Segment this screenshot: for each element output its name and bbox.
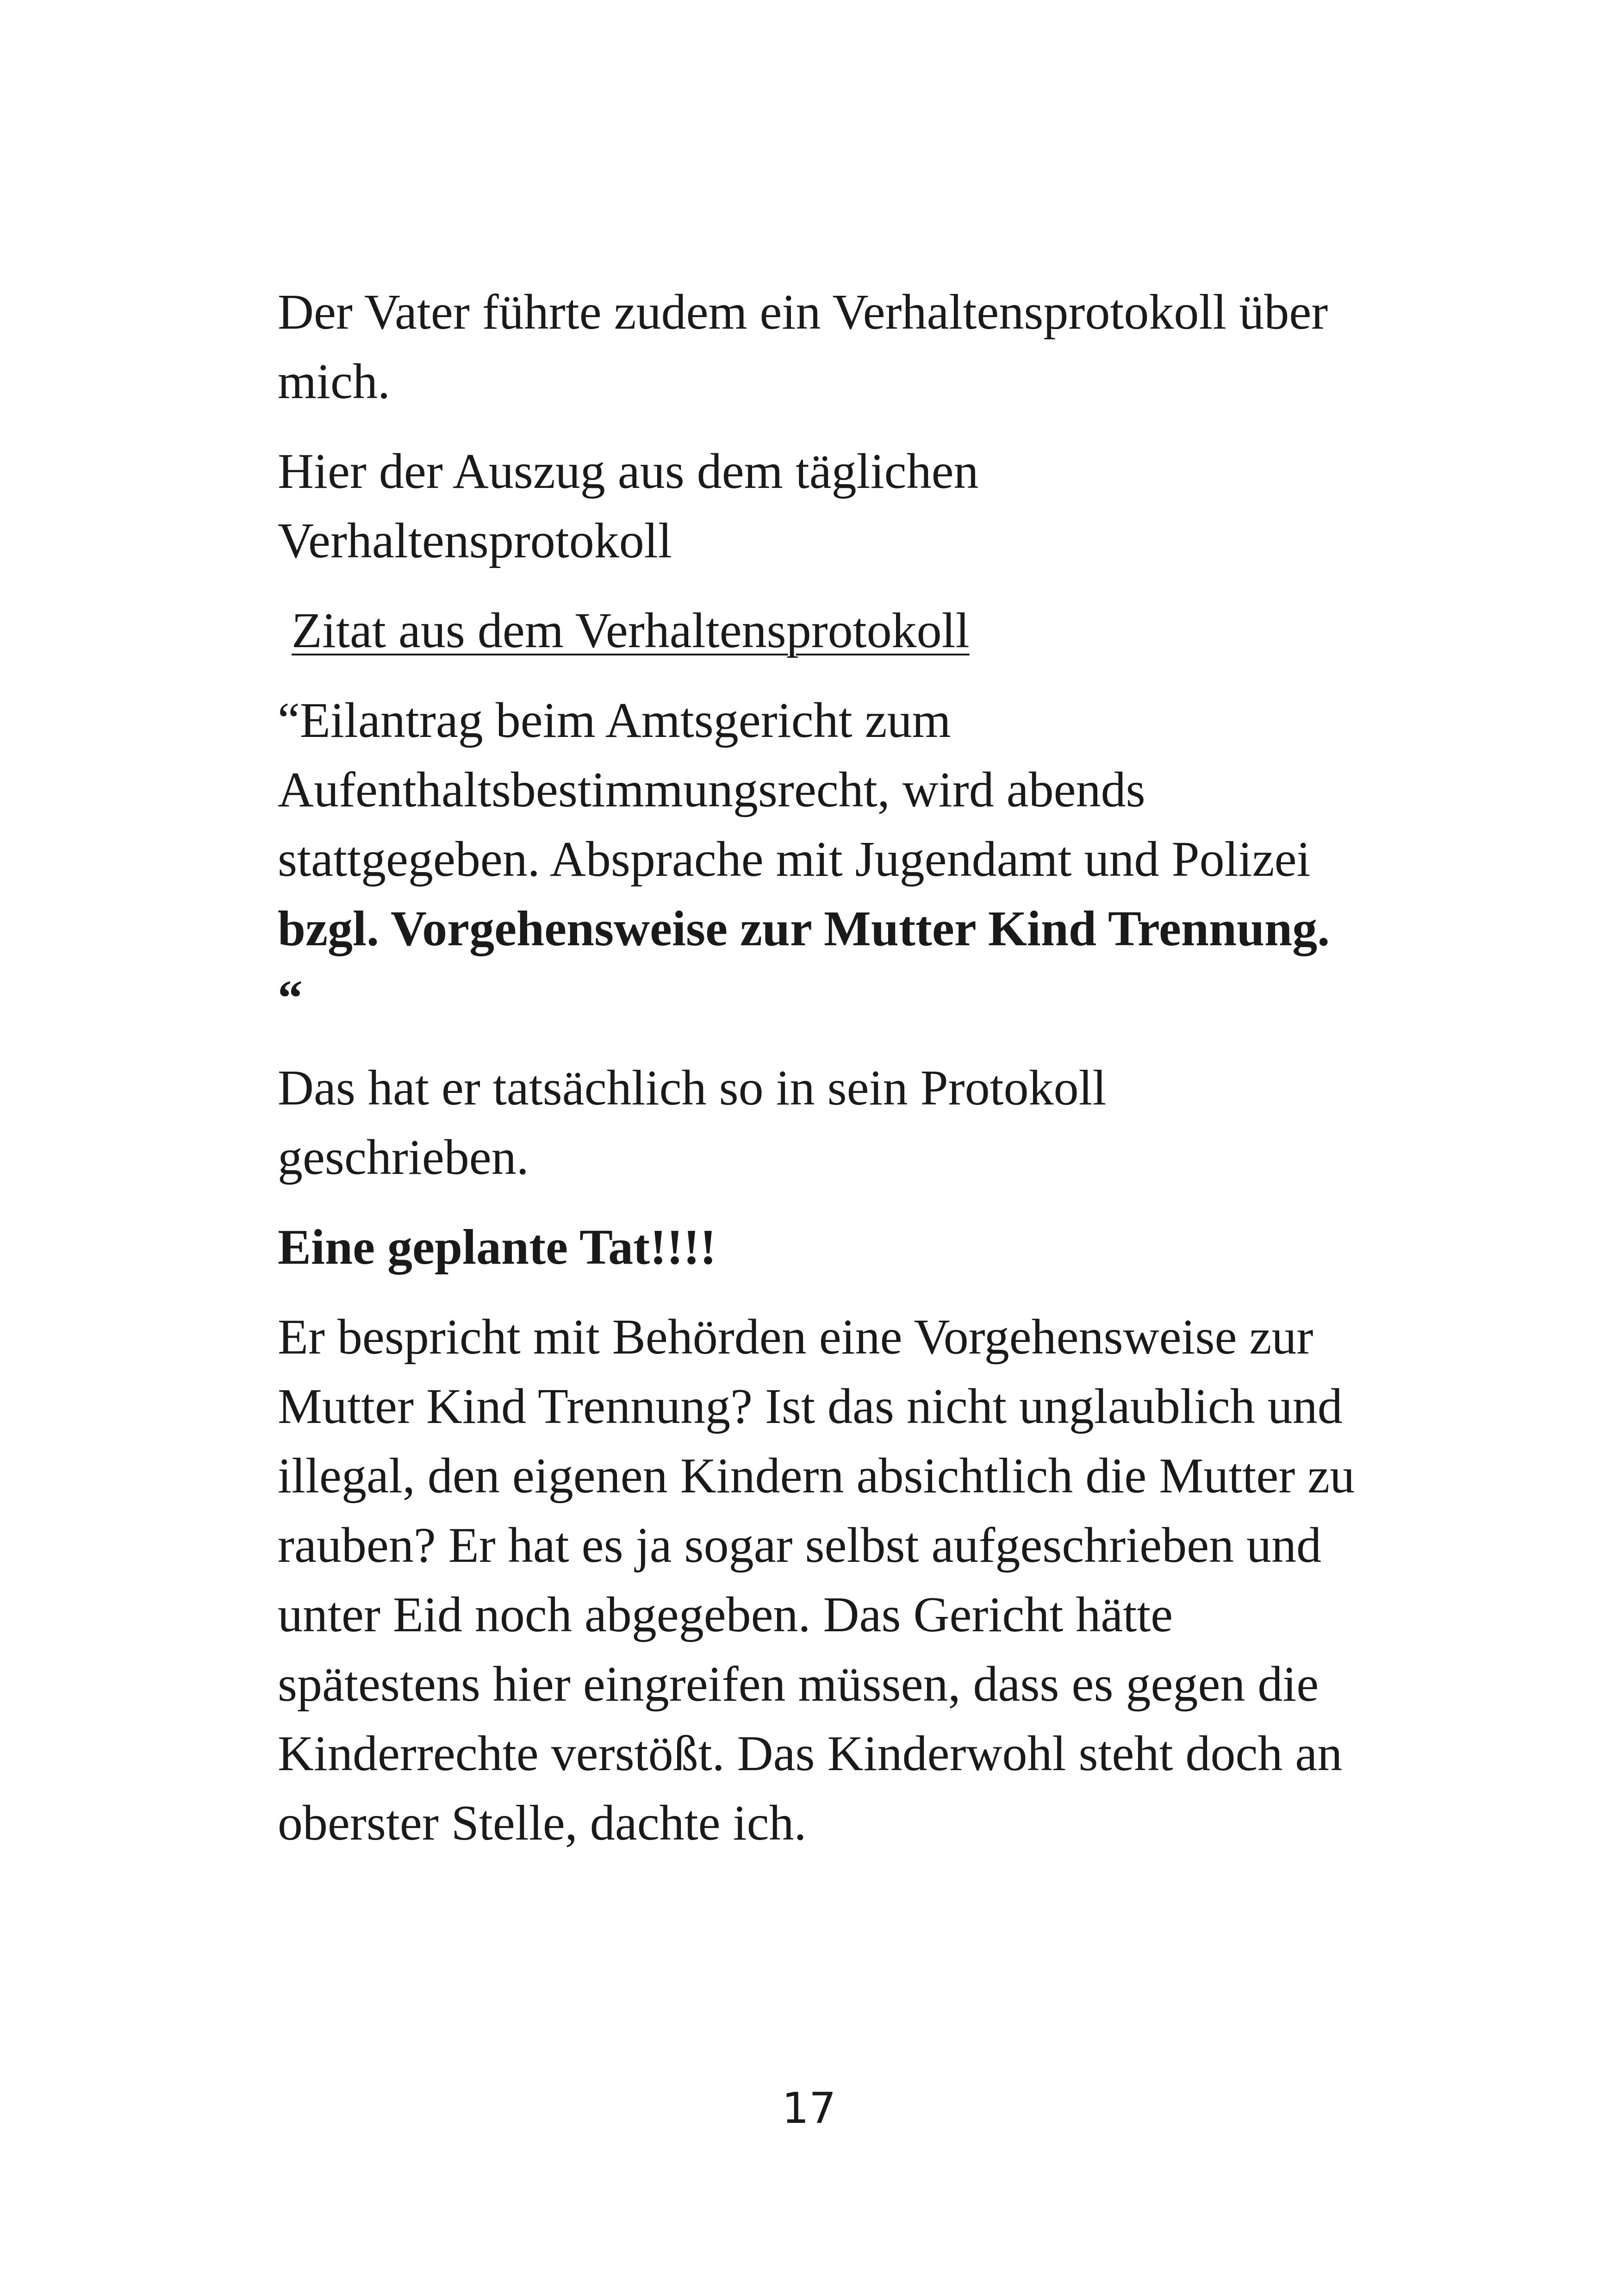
quote-regular-text: “Eilantrag beim Amtsgericht zum Aufenthaltsbestimmungsrecht, wird abends stattgegeben. Absprache mit Jugendamt und Polizei: [278, 693, 1311, 887]
quote-bold-text: bzgl. Vorgehensweise zur Mutter Kind Trennung. “: [278, 901, 1330, 1026]
page-number: 17: [782, 2084, 836, 2133]
paragraph-intro: Der Vater führte zudem ein Verhaltensprotokoll über mich.: [278, 285, 1328, 409]
page-body: [278, 278, 1361, 1858]
quote-label-text: Zitat aus dem Verhaltensprotokoll: [292, 603, 970, 658]
quote-paragraph: [278, 686, 1361, 1033]
quote-label: [278, 596, 1361, 666]
paragraph-main: Er bespricht mit Behörden eine Vorgehensweise zur Mutter Kind Trennung? Ist das nicht unglaublich und illegal, den eigenen Kindern absichtlich die Mutter zu rauben? Er hat es ja sogar selbst aufgeschrieben und unter Eid noch abgegeben. Das Gericht hätte spätestens hier eingreifen müssen, dass es gegen die Kinderrechte verstößt. Das Kinderwohl steht doch an oberster Stelle, dachte ich.: [278, 1310, 1355, 1851]
section-heading: Eine geplante Tat!!!!: [278, 1220, 717, 1275]
paragraph-comment: Das hat er tatsächlich so in sein Protokoll geschrieben.: [278, 1061, 1107, 1185]
paragraph-excerpt-intro: Hier der Auszug aus dem täglichen Verhaltensprotokoll: [278, 444, 979, 568]
